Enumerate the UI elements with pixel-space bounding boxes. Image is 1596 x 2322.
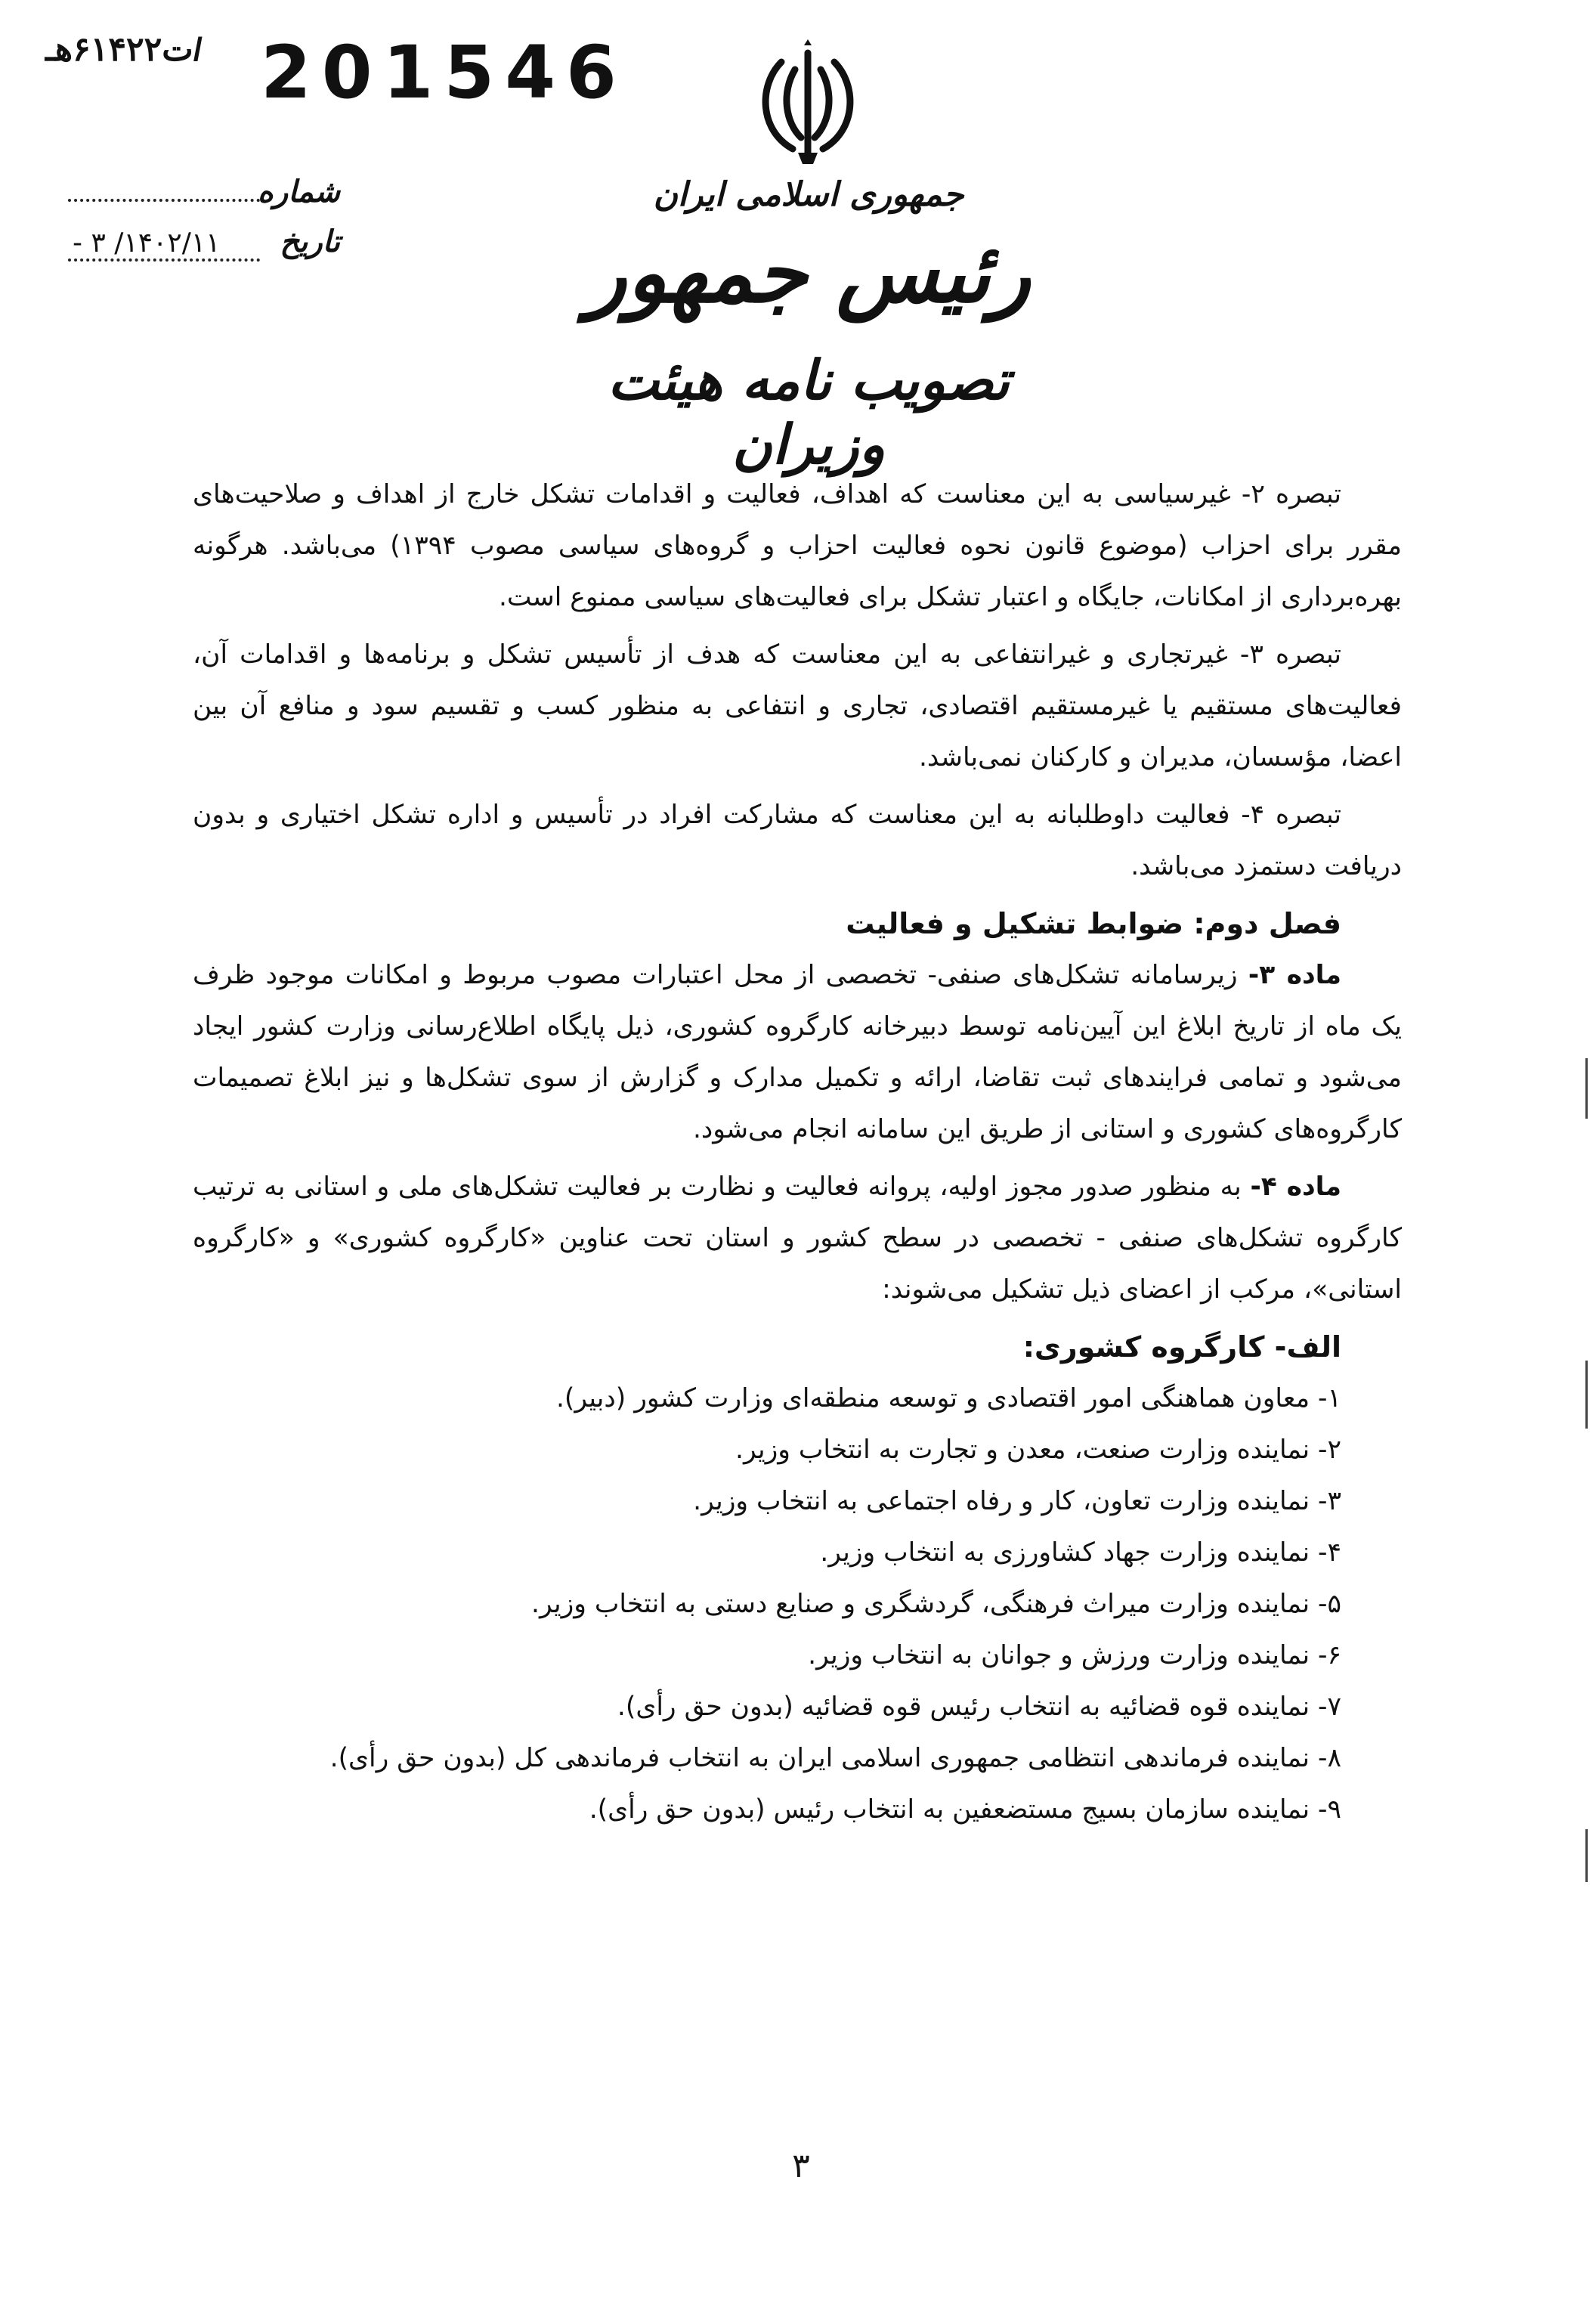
- note-3: تبصره ۳- غیرتجاری و غیرانتفاعی به این معناست که هدف از تأسیس تشکل و برنامه‌ها و اقدامات آن، فعالیت‌های مستقیم یا غیرمستقیم اقتصادی، تجاری و انتفاعی به منظور کسب و تقسیم سود و منافع آن بین اعضا، مؤسسان، مدیران و کارکنان نمی‌باشد.: [193, 639, 1402, 772]
- document-number-handwritten: 201546: [261, 30, 627, 115]
- list-item: ۶- نماینده وزارت ورزش و جوانان به انتخاب وزیر.: [808, 1640, 1341, 1670]
- article-3: [193, 949, 1402, 1155]
- list-item: ۳- نماینده وزارت تعاون، کار و رفاه اجتماعی به انتخاب وزیر.: [693, 1486, 1341, 1516]
- date-value: ۱۴۰۲/۱۱/ ۳ -: [68, 228, 260, 262]
- list-item: ۲- نماینده وزارت صنعت، معدن و تجارت به انتخاب وزیر.: [735, 1435, 1341, 1465]
- number-label: شماره: [257, 174, 340, 209]
- article-4: [193, 1161, 1402, 1315]
- office-title: رئیس جمهور: [586, 224, 1031, 321]
- list-item: ۱- معاون هماهنگی امور اقتصادی و توسعه منطقه‌ای وزارت کشور (دبیر).: [555, 1383, 1341, 1413]
- scan-margin-mark: [1585, 1829, 1588, 1882]
- reference-stamp: /ت۶۱۴۲۲هـ: [45, 31, 203, 68]
- article-3-text: زیرسامانه تشکل‌های صنفی- تخصصی از محل اعتبارات مصوب مربوط و امکانات موجود ظرف یک ماه از تاریخ ابلاغ این آیین‌نامه توسط دبیرخانه کارگروه کشوری، ذیل پایگاه اطلاع‌رسانی وزارت کشور ایجاد می‌شود و تمامی فرایندهای ثبت تقاضا، ارائه و تکمیل مدارک و گزارش از سوی تشکل‌ها و نیز ابلاغ تصمیمات کارگروه‌های کشوری و استانی از طریق این سامانه انجام می‌شود.: [193, 960, 1402, 1144]
- article-3-label: ماده ۳-: [1248, 960, 1341, 990]
- document-body: [193, 469, 1402, 1835]
- date-label: تاریخ: [280, 224, 340, 259]
- list-item: ۵- نماینده وزارت میراث فرهنگی، گردشگری و صنایع دستی به انتخاب وزیر.: [531, 1589, 1341, 1619]
- iran-emblem-icon: [751, 39, 865, 168]
- list-item: ۹- نماینده سازمان بسیج مستضعفین به انتخاب رئیس (بدون حق رأی).: [589, 1794, 1341, 1825]
- country-line: جمهوری اسلامی ایران: [653, 175, 964, 214]
- number-value: [68, 199, 260, 202]
- note-4: تبصره ۴- فعالیت داوطلبانه به این معناست که مشارکت افراد در تأسیس و اداره تشکل اختیاری و بدون دریافت دستمزد می‌باشد.: [193, 800, 1402, 881]
- article-4-label: ماده ۴-: [1250, 1172, 1341, 1202]
- list-item: ۴- نماینده وزارت جهاد کشاورزی به انتخاب وزیر.: [820, 1537, 1341, 1568]
- chapter-2-heading: فصل دوم: ضوابط تشکیل و فعالیت: [846, 907, 1341, 940]
- list-item: ۷- نماینده قوه قضائیه به انتخاب رئیس قوه قضائیه (بدون حق رأی).: [617, 1692, 1341, 1722]
- members-list: [193, 1373, 1402, 1835]
- note-2: تبصره ۲- غیرسیاسی به این معناست که اهداف، فعالیت و اقدامات تشکل خارج از اهداف و صلاحیت‌های مقرر برای احزاب (موضوع قانون نحوه فعالیت احزاب و گروه‌های سیاسی مصوب ۱۳۹۴) می‌باشد. هرگونه بهره‌برداری از امکانات، جایگاه و اعتبار تشکل برای فعالیت‌های سیاسی ممنوع است.: [193, 479, 1402, 612]
- number-row: [68, 174, 340, 224]
- meta-block: [68, 174, 340, 274]
- scan-margin-mark: [1585, 1058, 1588, 1119]
- approval-title: تصویب نامه هیئت وزیران: [608, 348, 1010, 476]
- section-a-heading: الف- کارگروه کشوری:: [1022, 1330, 1341, 1364]
- list-item: ۸- نماینده فرماندهی انتظامی جمهوری اسلامی ایران به انتخاب فرماندهی کل (بدون حق رأی).: [329, 1743, 1341, 1773]
- scan-margin-mark: [1585, 1361, 1588, 1429]
- article-4-text: به منظور صدور مجوز اولیه، پروانه فعالیت و نظارت بر فعالیت تشکل‌های ملی و استانی به ترتیب کارگروه تشکل‌های صنفی - تخصصی در سطح کشور و استان تحت عناوین «کارگروه کشوری» و «کارگروه استانی»، مرکب از اعضای ذیل تشکیل می‌شوند:: [193, 1172, 1402, 1305]
- date-row: [68, 224, 340, 274]
- page-number: ۳: [792, 2147, 810, 2185]
